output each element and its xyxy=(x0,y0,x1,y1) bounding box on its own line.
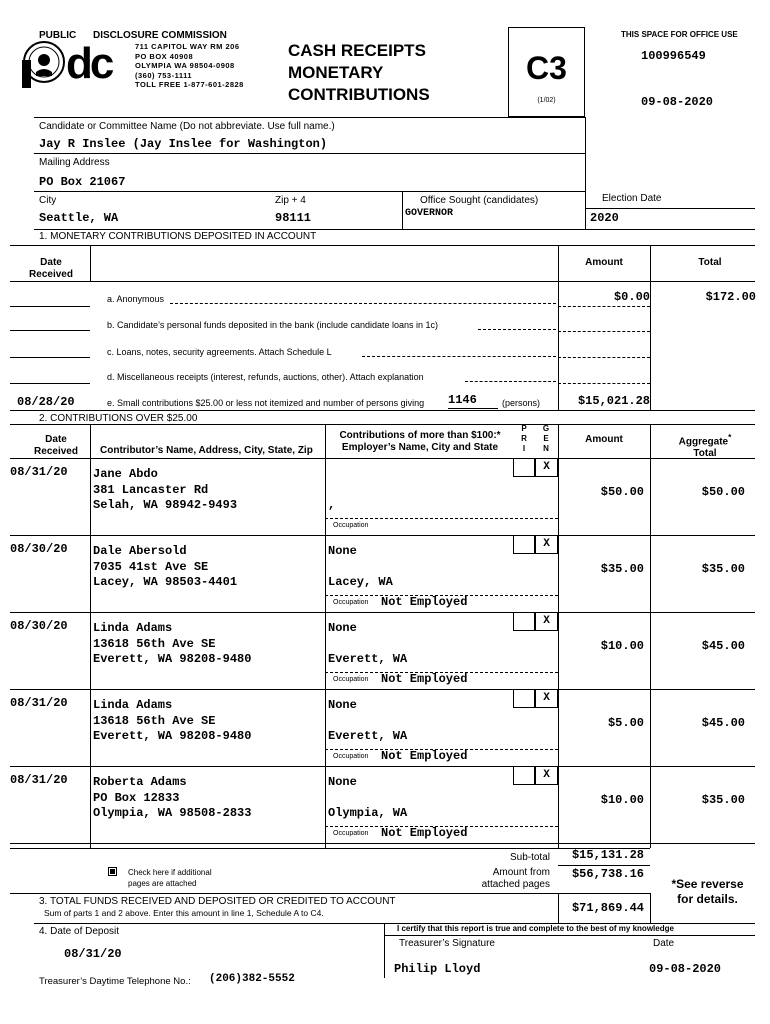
general-check-mark: X xyxy=(543,461,550,473)
signature-date: 09-08-2020 xyxy=(649,962,722,976)
section2-heading: 2. CONTRIBUTIONS OVER $25.00 xyxy=(39,413,198,424)
col-general-letter: G xyxy=(542,424,550,433)
form-code: C3 xyxy=(526,50,567,86)
row-amount: $5.00 xyxy=(607,716,644,730)
row-amount: $10.00 xyxy=(600,639,644,653)
form-title-line: CASH RECEIPTS xyxy=(288,41,426,60)
total-heading: 3. TOTAL FUNDS RECEIVED AND DEPOSITED OR CREDITED TO ACCOUNT xyxy=(39,896,396,907)
election-date-label: Election Date xyxy=(602,193,662,204)
zip-label: Zip + 4 xyxy=(275,195,306,206)
svg-text:dc: dc xyxy=(66,39,112,88)
pdc-logo xyxy=(22,38,130,88)
col-primary xyxy=(518,424,530,454)
line-e-persons-label: (persons) xyxy=(502,398,541,408)
contributor-address: PO Box 12833 xyxy=(93,790,180,805)
office-sought-label: Office Sought (candidates) xyxy=(420,195,539,206)
occupation: Not Employed xyxy=(381,672,468,686)
report-number: 100996549 xyxy=(641,49,706,63)
address-line: PO BOX 40908 xyxy=(135,51,194,61)
signature-date-label: Date xyxy=(653,938,675,949)
contributor-name: Linda Adams xyxy=(93,621,173,635)
col-general xyxy=(540,424,552,454)
occupation: Not Employed xyxy=(381,595,468,609)
form-title-line: MONETARY xyxy=(288,63,384,82)
line-e-date: 08/28/20 xyxy=(17,395,75,409)
contributor-block xyxy=(93,698,251,745)
contributor-block xyxy=(93,467,237,514)
primary-checkbox[interactable] xyxy=(513,612,535,631)
subtotal: $15,131.28 xyxy=(571,848,644,862)
additional-pages-label-line: Check here if additional xyxy=(128,868,212,877)
occupation: Not Employed xyxy=(381,826,468,840)
row-aggregate: $35.00 xyxy=(701,793,745,807)
attached-pages-label xyxy=(460,867,550,891)
zip: 98111 xyxy=(275,211,312,225)
col-contributor: Contributor’s Name, Address, City, State, Zip xyxy=(100,445,313,456)
row-amount: $50.00 xyxy=(600,485,644,499)
general-check-mark: X xyxy=(543,538,550,550)
contributor-block xyxy=(93,544,237,591)
general-checkbox[interactable] xyxy=(535,689,558,708)
employer-city: Everett, WA xyxy=(328,652,408,666)
employer-name: None xyxy=(328,698,357,712)
line-a-label: a. Anonymous xyxy=(107,294,165,304)
section1-amount-label: Amount xyxy=(585,257,623,268)
occupation-label: Occupation xyxy=(333,676,369,683)
general-checkbox[interactable] xyxy=(535,458,558,477)
election-date: 2020 xyxy=(590,211,619,225)
section1-date-label: Date Received xyxy=(29,257,73,280)
agency-name-left: PUBLIC xyxy=(39,30,77,41)
line-c-label: c. Loans, notes, security agreements. Attach Schedule L xyxy=(107,347,332,357)
certify-statement: I certify that this report is true and complete to the best of my knowledge xyxy=(397,924,674,933)
general-checkbox[interactable] xyxy=(535,612,558,631)
see-reverse-line: *See reverse xyxy=(671,877,744,891)
occupation-label: Occupation xyxy=(333,522,369,529)
form-title xyxy=(288,40,430,106)
primary-checkbox[interactable] xyxy=(513,689,535,708)
contributor-block xyxy=(93,775,251,822)
section1-total-label: Total xyxy=(698,257,722,268)
occupation-label: Occupation xyxy=(333,753,369,760)
agency-name-right: DISCLOSURE COMMISSION xyxy=(93,30,227,41)
col-date: Date Received xyxy=(34,434,78,457)
general-check-mark: X xyxy=(543,615,550,627)
row-date: 08/31/20 xyxy=(10,773,68,787)
contributor-address: 381 Lancaster Rd xyxy=(93,482,209,497)
line-e-persons: 1146 xyxy=(448,393,477,407)
city-label: City xyxy=(39,195,57,206)
col-general-letter: N xyxy=(543,444,549,453)
contributor-address: 13618 56th Ave SE xyxy=(93,636,216,651)
employer-city: , xyxy=(328,498,336,512)
subtotal-label: Sub-total xyxy=(509,852,550,863)
contributor-city: Everett, WA 98208-9480 xyxy=(93,652,252,666)
row-amount: $10.00 xyxy=(600,793,644,807)
col-aggregate xyxy=(665,431,745,460)
candidate-name: Jay R Inslee (Jay Inslee for Washington) xyxy=(39,137,328,151)
general-checkbox[interactable] xyxy=(535,766,558,785)
total-amount: $71,869.44 xyxy=(571,901,644,915)
general-check-mark: X xyxy=(543,769,550,781)
line-e-amount: $15,021.28 xyxy=(577,394,650,408)
col-employer: Contributions of more than $100:* Employer’s Name, City and State xyxy=(339,430,501,453)
row-date: 08/30/20 xyxy=(10,619,68,633)
row-amount: $35.00 xyxy=(600,562,644,576)
row-aggregate: $45.00 xyxy=(701,639,745,653)
aggregate-asterisk: * xyxy=(728,432,732,442)
form-revision: (1/02) xyxy=(537,97,556,104)
primary-checkbox[interactable] xyxy=(513,766,535,785)
contributor-name: Linda Adams xyxy=(93,698,173,712)
employer-city: Everett, WA xyxy=(328,729,408,743)
additional-pages-checkbox[interactable] xyxy=(108,867,117,876)
row-date: 08/31/20 xyxy=(10,465,68,479)
attached-amount: $56,738.16 xyxy=(571,867,644,881)
line-e-label: e. Small contributions $25.00 or less not itemized and number of persons giving xyxy=(107,398,425,408)
contributor-address: 7035 41st Ave SE xyxy=(93,559,209,574)
treasurer-phone-label: Treasurer’s Daytime Telephone No.: xyxy=(39,976,191,987)
report-date: 09-08-2020 xyxy=(641,95,714,109)
col-primary-letter: R xyxy=(521,434,527,443)
attached-pages-label-line: attached pages xyxy=(481,879,550,890)
treasurer-name: Philip Lloyd xyxy=(394,962,481,976)
mailing-address-label: Mailing Address xyxy=(39,157,110,168)
see-reverse-note xyxy=(655,877,760,907)
address-line: 711 CAPITOL WAY RM 206 xyxy=(135,42,240,51)
mailing-address: PO Box 21067 xyxy=(39,175,126,189)
col-primary-letter: P xyxy=(521,424,527,433)
city: Seattle, WA xyxy=(39,211,119,225)
occupation: Not Employed xyxy=(381,749,468,763)
address-line: (360) 753-1111 xyxy=(135,70,193,80)
agency-address xyxy=(135,42,244,90)
row-date: 08/30/20 xyxy=(10,542,68,556)
deposit-date-label: 4. Date of Deposit xyxy=(39,926,120,937)
office-use-label: THIS SPACE FOR OFFICE USE xyxy=(621,30,738,39)
contributor-city: Everett, WA 98208-9480 xyxy=(93,729,252,743)
col-general-letter: E xyxy=(543,434,549,443)
occupation-label: Occupation xyxy=(333,830,369,837)
line-a-amount: $0.00 xyxy=(613,290,650,304)
contributor-name: Jane Abdo xyxy=(93,467,158,481)
primary-checkbox[interactable] xyxy=(513,535,535,554)
row-aggregate: $50.00 xyxy=(701,485,745,499)
see-reverse-line: for details. xyxy=(677,892,738,906)
form-code-box xyxy=(508,27,585,117)
section1-heading: 1. MONETARY CONTRIBUTIONS DEPOSITED IN ACCOUNT xyxy=(39,231,317,242)
address-line: OLYMPIA WA 98504-0908 xyxy=(135,61,235,70)
contributor-block xyxy=(93,621,251,668)
aggregate-label-text: Aggregate xyxy=(678,436,729,448)
employer-name: None xyxy=(328,775,357,789)
general-checkbox[interactable] xyxy=(535,535,558,554)
candidate-name-label: Candidate or Committee Name (Do not abbreviate. Use full name.) xyxy=(39,121,335,132)
additional-pages-label xyxy=(128,867,212,889)
col-amount: Amount xyxy=(585,434,623,445)
line-d-label: d. Miscellaneous receipts (interest, refunds, auctions, other). Attach explanation xyxy=(107,372,424,382)
total-sub: Sum of parts 1 and 2 above. Enter this amount in line 1, Schedule A to C4. xyxy=(44,908,324,918)
row-aggregate: $45.00 xyxy=(701,716,745,730)
general-check-mark: X xyxy=(543,692,550,704)
employer-name: None xyxy=(328,544,357,558)
employer-name: None xyxy=(328,621,357,635)
col-primary-letter: I xyxy=(522,444,526,453)
office-sought: GOVERNOR xyxy=(405,208,454,219)
employer-city: Olympia, WA xyxy=(328,806,408,820)
address-line: TOLL FREE 1-877-601-2828 xyxy=(135,80,244,89)
contributor-name: Roberta Adams xyxy=(93,775,187,789)
occupation-label: Occupation xyxy=(333,599,369,606)
primary-checkbox[interactable] xyxy=(513,458,535,477)
line-a-total: $172.00 xyxy=(705,290,756,304)
line-b-label: b. Candidate’s personal funds deposited in the bank (include candidate loans in 1c) xyxy=(107,320,439,330)
treasurer-phone: (206)382-5552 xyxy=(209,973,295,985)
treasurer-signature-label: Treasurer’s Signature xyxy=(399,938,495,949)
employer-city: Lacey, WA xyxy=(328,575,393,589)
deposit-date: 08/31/20 xyxy=(64,947,122,961)
attached-pages-label-line: Amount from xyxy=(492,867,550,878)
additional-pages-label-line: pages are attached xyxy=(128,879,197,888)
contributor-city: Lacey, WA 98503-4401 xyxy=(93,575,238,589)
row-aggregate: $35.00 xyxy=(701,562,745,576)
contributor-name: Dale Abersold xyxy=(93,544,187,558)
row-date: 08/31/20 xyxy=(10,696,68,710)
aggregate-label-text: Total xyxy=(693,448,717,460)
contributor-city: Selah, WA 98942-9493 xyxy=(93,498,238,512)
form-title-line: CONTRIBUTIONS xyxy=(288,85,430,104)
contributor-address: 13618 56th Ave SE xyxy=(93,713,216,728)
contributor-city: Olympia, WA 98508-2833 xyxy=(93,806,252,820)
